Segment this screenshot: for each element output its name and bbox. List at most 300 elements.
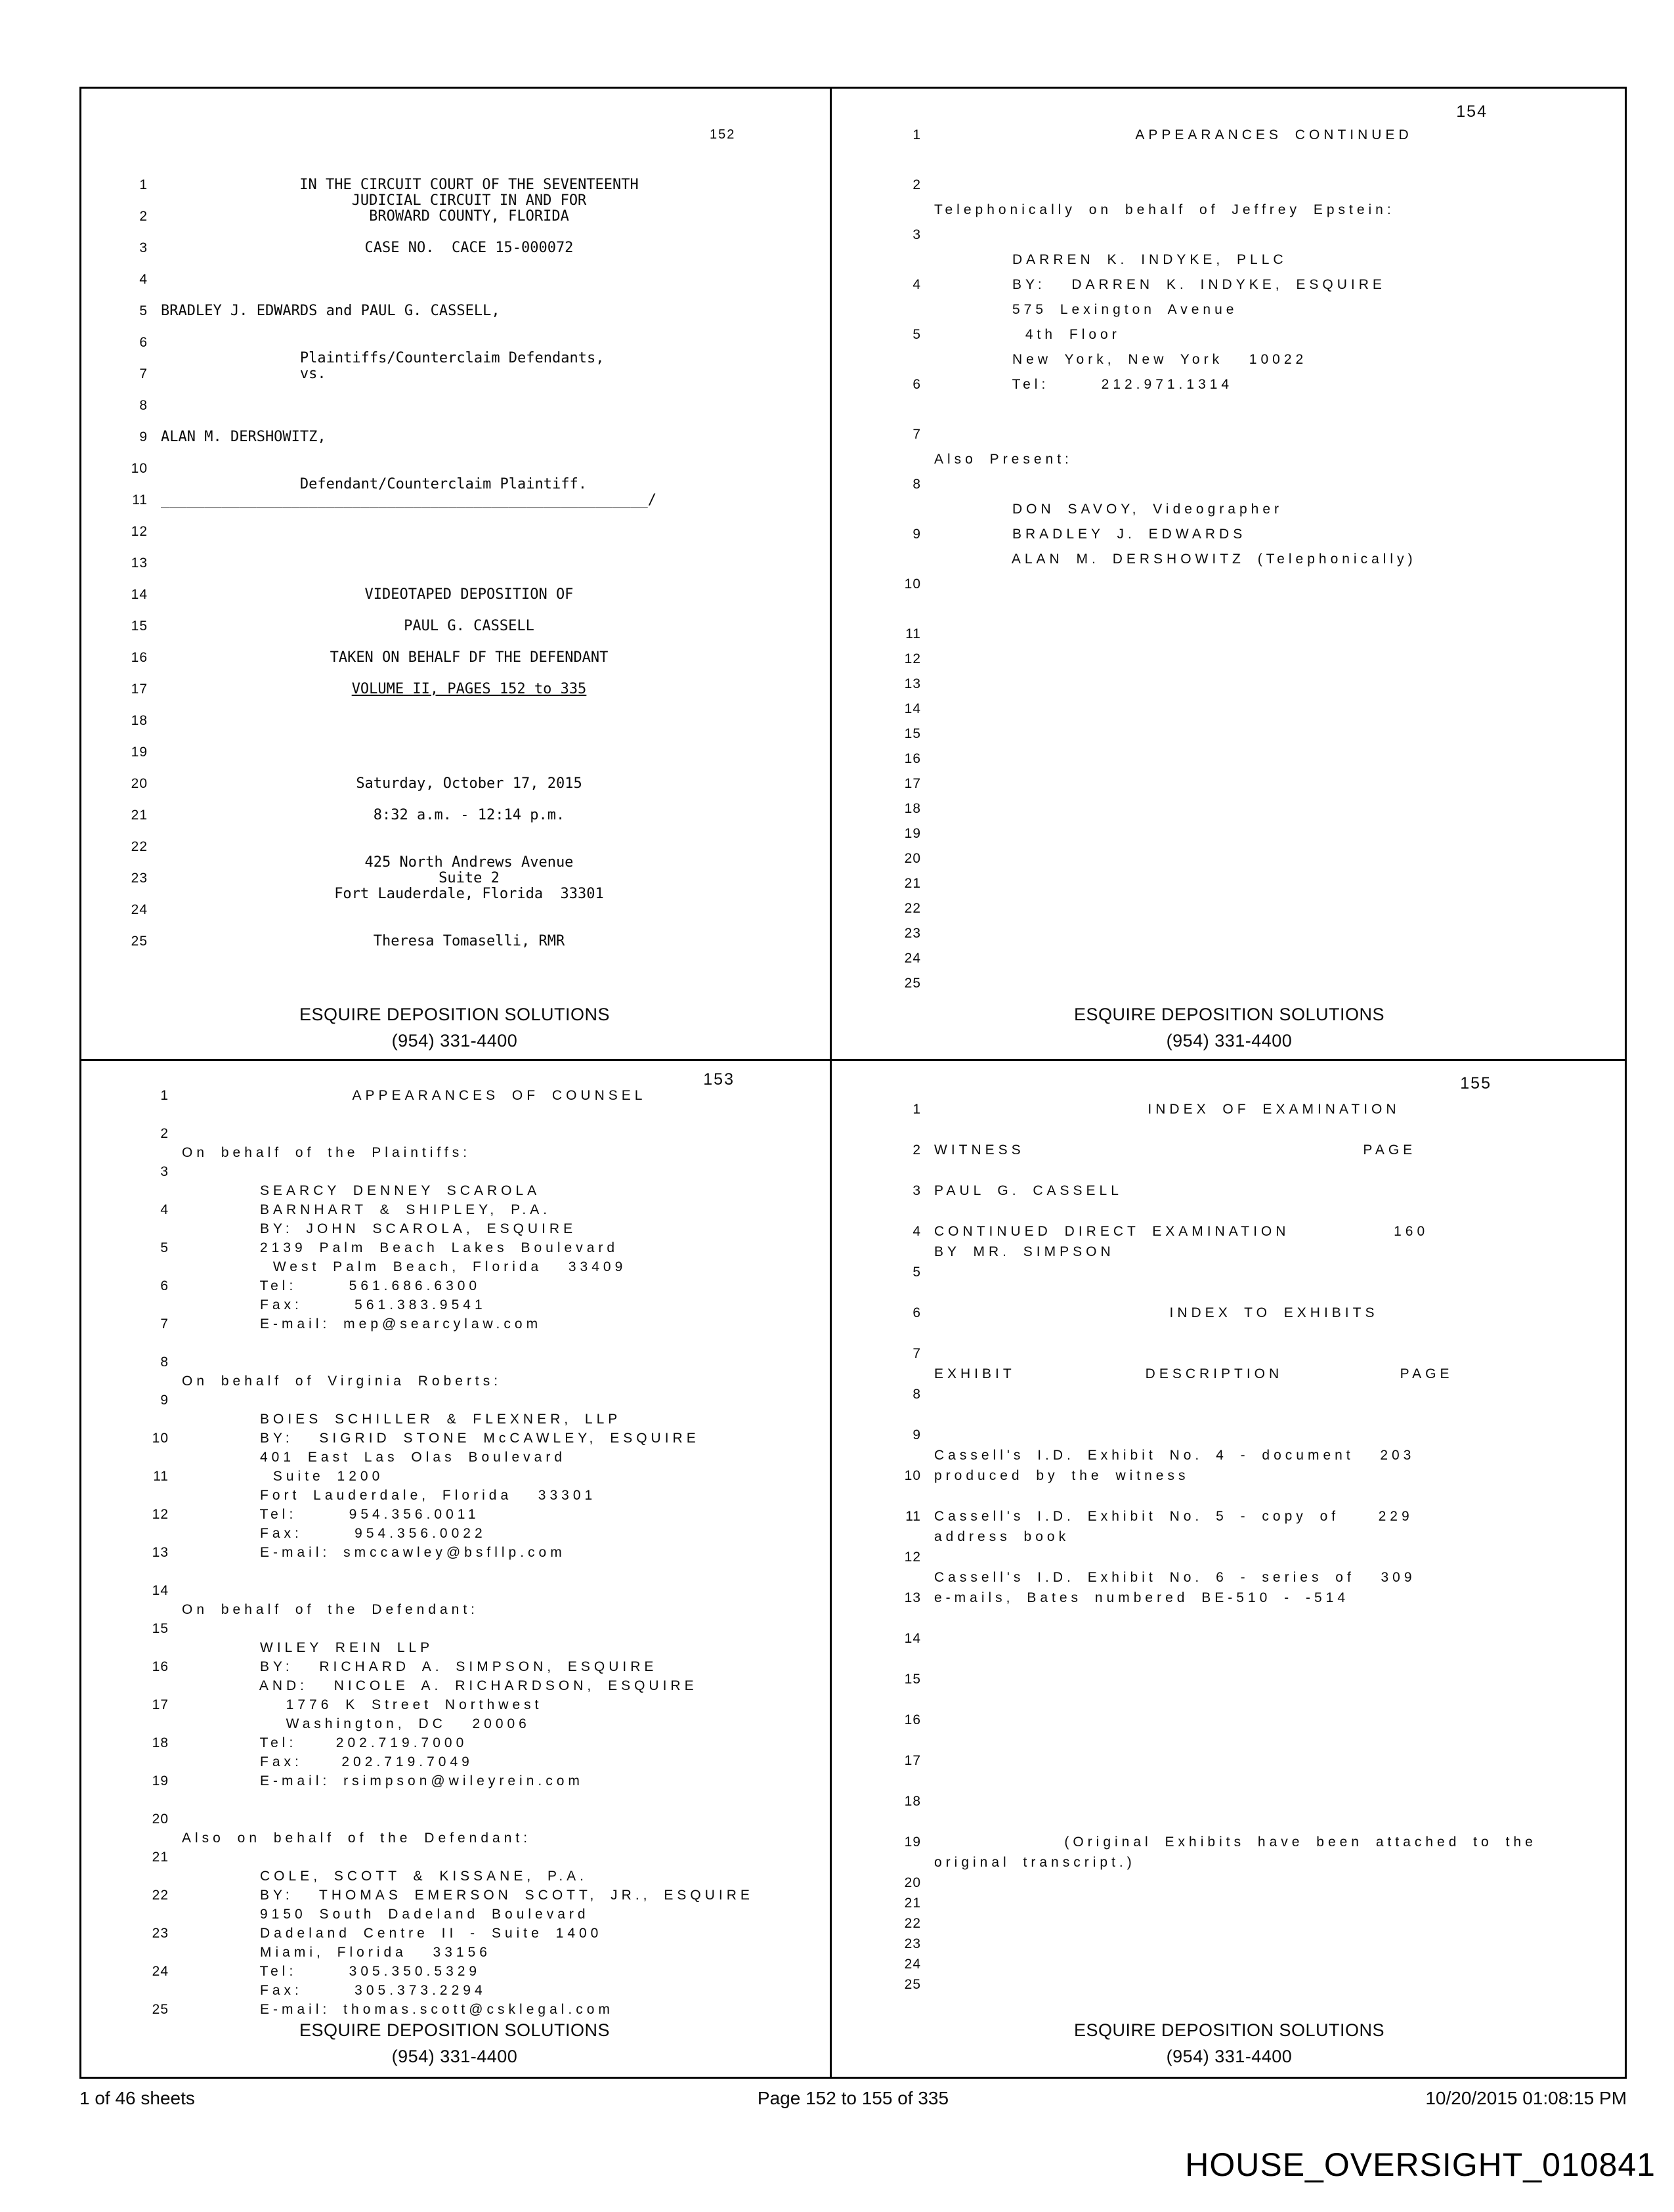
- transcript-row: [884, 1465, 1614, 1486]
- transcript-row: [132, 1752, 817, 1771]
- transcript-row: [111, 193, 777, 209]
- transcript-row: [111, 571, 777, 587]
- line-number: 10: [152, 1431, 169, 1446]
- line-text: Washington, DC 20006: [182, 1716, 530, 1731]
- line-text: COLE, SCOTT & KISSANE, P.A.: [182, 1869, 588, 1884]
- transcript-row: [111, 445, 777, 461]
- transcript-row: [132, 1467, 817, 1486]
- line-text: ALAN M. DERSHOWITZ (Telephonically): [934, 552, 1417, 567]
- transcript-row: [884, 896, 1614, 921]
- transcript-row: [132, 1219, 817, 1238]
- transcript-row: [884, 1547, 1614, 1567]
- transcript-row: [111, 729, 777, 745]
- line-number: 14: [131, 587, 148, 602]
- line-text: produced by the witness: [934, 1468, 1190, 1483]
- line-text: PAUL G. CASSELL: [404, 618, 534, 634]
- line-text: BY MR. SIMPSON: [934, 1244, 1115, 1259]
- line-text: DARREN K. INDYKE, PLLC: [934, 252, 1287, 267]
- page-number-152: 152: [710, 127, 736, 142]
- transcript-row: [132, 1543, 817, 1562]
- line-text: On behalf of Virginia Roberts:: [182, 1374, 502, 1389]
- line-text: Cassell's I.D. Exhibit No. 4 - document 203: [934, 1448, 1415, 1463]
- line-number: 21: [904, 876, 921, 891]
- line-number: 6: [160, 1278, 169, 1293]
- transcript-row: [132, 1867, 817, 1886]
- line-text: TAKEN ON BEHALF DF THE DEFENDANT: [330, 649, 609, 666]
- line-text: 401 East Las Olas Boulevard: [182, 1450, 567, 1465]
- line-number: 17: [904, 776, 921, 791]
- line-text: Saturday, October 17, 2015: [356, 775, 582, 792]
- transcript-row: [111, 776, 777, 792]
- transcript-row: [111, 414, 777, 429]
- line-text: E-mail: thomas.scott@csklegal.com: [182, 2002, 614, 2017]
- line-number: 6: [912, 377, 921, 392]
- line-number: 11: [153, 1469, 169, 1484]
- transcript-row: [884, 1730, 1614, 1750]
- transcript-row: [884, 722, 1614, 747]
- line-number: 6: [139, 335, 148, 350]
- transcript-row: [132, 2000, 817, 2019]
- transcript-row: [884, 198, 1614, 223]
- page-footer-153: [79, 2017, 830, 2070]
- transcript-row: [132, 1905, 817, 1924]
- transcript-row: [884, 1181, 1614, 1201]
- line-number: 9: [912, 527, 921, 542]
- line-number: 15: [152, 1621, 169, 1636]
- transcript-row: [884, 946, 1614, 971]
- line-text: Tel: 561.686.6300: [182, 1278, 481, 1293]
- page-footer-155: [832, 2017, 1627, 2070]
- transcript-row: [884, 1119, 1614, 1140]
- line-text: DON SAVOY, Videographer: [934, 502, 1283, 517]
- line-text: Dadeland Centre II - Suite 1400: [182, 1926, 603, 1941]
- transcript-row: [884, 272, 1614, 297]
- line-number: 21: [131, 808, 148, 823]
- line-text: (Original Exhibits have been attached to the: [934, 1834, 1537, 1850]
- transcript-row: [884, 372, 1614, 397]
- line-number: 1: [160, 1088, 169, 1103]
- line-text: JUDICIAL CIRCUIT IN AND FOR: [351, 192, 587, 209]
- transcript-row: [884, 223, 1614, 248]
- line-text: West Palm Beach, Florida 33409: [182, 1259, 627, 1274]
- line-number: 10: [131, 461, 148, 476]
- line-text: Tel: 954.356.0011: [182, 1507, 480, 1522]
- line-number: 19: [904, 1834, 921, 1850]
- line-text: Fax: 202.719.7049: [182, 1754, 473, 1769]
- line-text: 9150 South Dadeland Boulevard: [182, 1907, 590, 1922]
- line-number: 13: [904, 676, 921, 691]
- line-number: 16: [904, 1712, 921, 1727]
- transcript-row: [111, 902, 777, 918]
- transcript-row: [884, 647, 1614, 672]
- line-text: EXHIBIT DESCRIPTION PAGE: [934, 1366, 1453, 1381]
- transcript-row: [111, 855, 777, 871]
- transcript-row: [884, 447, 1614, 472]
- line-text: APPEARANCES CONTINUED: [1135, 127, 1413, 142]
- line-text: BY: SIGRID STONE McCAWLEY, ESQUIRE: [182, 1431, 700, 1446]
- line-text: 575 Lexington Avenue: [934, 302, 1238, 317]
- line-number: 5: [912, 327, 921, 342]
- transcript-row: [111, 760, 777, 776]
- line-number: 19: [152, 1773, 169, 1789]
- transcript-row: [884, 1425, 1614, 1445]
- page-154: [832, 87, 1627, 1059]
- line-text: BY: THOMAS EMERSON SCOTT, JR., ESQUIRE: [182, 1888, 754, 1903]
- transcript-row: [111, 823, 777, 839]
- transcript-row: [111, 492, 777, 508]
- transcript-body-152: [79, 177, 830, 949]
- transcript-row: [884, 1445, 1614, 1465]
- line-number: 9: [160, 1393, 169, 1408]
- line-number: 12: [904, 651, 921, 666]
- transcript-row: [132, 1124, 817, 1143]
- line-number: 21: [152, 1850, 169, 1865]
- transcript-row: [884, 1974, 1614, 1995]
- line-number: 20: [904, 851, 921, 866]
- line-text: On behalf of the Plaintiffs:: [182, 1145, 471, 1160]
- transcript-row: [132, 1314, 817, 1334]
- transcript-row: [111, 272, 777, 288]
- line-number: 1: [912, 127, 921, 142]
- line-number: 20: [152, 1811, 169, 1827]
- line-number: 7: [912, 427, 921, 442]
- transcript-row: [111, 303, 777, 319]
- transcript-row: [132, 1733, 817, 1752]
- transcript-row: [111, 398, 777, 414]
- page-152: [79, 87, 830, 1059]
- transcript-row: [132, 1962, 817, 1981]
- transcript-row: [132, 1238, 817, 1257]
- transcript-row: [111, 745, 777, 760]
- transcript-row: [884, 1954, 1614, 1974]
- transcript-row: [111, 351, 777, 366]
- transcript-row: [132, 1162, 817, 1181]
- line-number: 22: [904, 901, 921, 916]
- page-153: [79, 1061, 830, 2079]
- transcript-row: [132, 1562, 817, 1581]
- transcript-row: [132, 1829, 817, 1848]
- line-number: 15: [904, 1672, 921, 1687]
- line-number: 19: [131, 745, 148, 760]
- transcript-row: [884, 1262, 1614, 1282]
- transcript-row: [111, 713, 777, 729]
- transcript-row: [132, 1334, 817, 1353]
- transcript-row: [111, 240, 777, 256]
- transcript-row: [884, 1364, 1614, 1384]
- line-number: 22: [152, 1888, 169, 1903]
- transcript-row: [884, 1242, 1614, 1262]
- line-number: 25: [131, 934, 148, 949]
- transcript-row: [132, 1276, 817, 1295]
- line-text: INDEX OF EXAMINATION: [1148, 1102, 1400, 1117]
- transcript-row: [884, 622, 1614, 647]
- transcript-row: [884, 123, 1614, 148]
- footer-company: ESQUIRE DEPOSITION SOLUTIONS: [299, 2020, 611, 2040]
- line-number: 5: [912, 1265, 921, 1280]
- transcript-row: [132, 1581, 817, 1600]
- transcript-row: [132, 1143, 817, 1162]
- transcript-row: [111, 682, 777, 697]
- line-number: 2: [912, 177, 921, 192]
- transcript-row: [884, 1852, 1614, 1873]
- line-number: 19: [904, 826, 921, 841]
- transcript-row: [132, 1410, 817, 1429]
- transcript-row: [884, 1689, 1614, 1710]
- transcript-row: [884, 1750, 1614, 1771]
- footer-phone: (954) 331-4400: [1166, 1031, 1293, 1051]
- transcript-row: [884, 1608, 1614, 1628]
- transcript-row: [132, 1257, 817, 1276]
- line-text: BRADLEY J. EDWARDS and PAUL G. CASSELL,: [161, 303, 500, 319]
- line-text: WITNESS PAGE: [934, 1142, 1417, 1158]
- line-number: 18: [904, 1794, 921, 1809]
- line-text: Fort Lauderdale, Florida 33301: [182, 1488, 597, 1503]
- line-number: 18: [904, 801, 921, 816]
- transcript-row: [111, 792, 777, 808]
- transcript-row: [884, 871, 1614, 896]
- transcript-row: [884, 1201, 1614, 1221]
- line-number: 20: [904, 1875, 921, 1890]
- line-number: 1: [912, 1102, 921, 1117]
- transcript-row: [884, 522, 1614, 547]
- line-text: INDEX TO EXHIBITS: [1169, 1305, 1379, 1320]
- line-number: 14: [904, 1631, 921, 1646]
- transcript-row: [111, 871, 777, 886]
- line-number: 12: [131, 524, 148, 539]
- line-text: BY: DARREN K. INDYKE, ESQUIRE: [934, 277, 1386, 292]
- transcript-row: [132, 1105, 817, 1124]
- transcript-row: [111, 650, 777, 666]
- line-text: Also Present:: [934, 452, 1073, 467]
- line-text: Defendant/Counterclaim Plaintiff.: [161, 476, 588, 492]
- transcript-row: [884, 248, 1614, 272]
- transcript-row: [111, 808, 777, 823]
- line-number: 25: [904, 976, 921, 991]
- transcript-row: [132, 1448, 817, 1467]
- transcript-row: [111, 256, 777, 272]
- line-number: 22: [131, 839, 148, 854]
- page-footer-152: [79, 1001, 830, 1054]
- transcript-row: [111, 335, 777, 351]
- line-number: 7: [139, 366, 148, 381]
- transcript-row: [884, 572, 1614, 597]
- line-number: 16: [904, 751, 921, 766]
- line-number: 5: [139, 303, 148, 318]
- line-text: Tel: 305.350.5329: [182, 1964, 481, 1979]
- transcript-row: [884, 821, 1614, 846]
- line-number: 18: [152, 1735, 169, 1750]
- line-number: 24: [131, 902, 148, 917]
- transcript-row: [111, 918, 777, 934]
- line-text: Fax: 561.383.9541: [182, 1297, 486, 1312]
- transcript-row: [884, 1771, 1614, 1791]
- transcript-row: [111, 382, 777, 398]
- line-number: 4: [912, 1224, 921, 1239]
- line-text: BRADLEY J. EDWARDS: [934, 527, 1247, 542]
- transcript-row: [111, 697, 777, 713]
- transcript-row: [884, 1913, 1614, 1934]
- line-text: CONTINUED DIRECT EXAMINATION 160: [934, 1224, 1429, 1239]
- transcript-row: [111, 366, 777, 382]
- transcript-row: [884, 1669, 1614, 1689]
- line-text: e-mails, Bates numbered BE-510 - -514: [934, 1590, 1350, 1605]
- line-number: 3: [912, 227, 921, 242]
- line-text: AND: NICOLE A. RICHARDSON, ESQUIRE: [182, 1678, 698, 1693]
- sheet-footer: [79, 2088, 1627, 2109]
- transcript-row: [132, 1943, 817, 1962]
- line-number: 2: [160, 1126, 169, 1141]
- transcript-body-154: [832, 123, 1627, 996]
- line-number: 3: [160, 1164, 169, 1179]
- transcript-row: [111, 288, 777, 303]
- transcript-row: [111, 209, 777, 225]
- transcript-row: [132, 1790, 817, 1810]
- transcript-row: [884, 1628, 1614, 1649]
- line-text: Fax: 954.356.0022: [182, 1526, 486, 1541]
- page-number-154: 154: [1456, 102, 1488, 121]
- line-number: 12: [904, 1550, 921, 1565]
- line-number: 13: [904, 1590, 921, 1605]
- footer-company: ESQUIRE DEPOSITION SOLUTIONS: [299, 1005, 611, 1024]
- transcript-row: [132, 1200, 817, 1219]
- transcript-row: [884, 148, 1614, 173]
- line-text: On behalf of the Defendant:: [182, 1602, 479, 1617]
- line-number: 8: [912, 1387, 921, 1402]
- transcript-body-155: [832, 1099, 1627, 1995]
- line-number: 16: [152, 1659, 169, 1674]
- footer-company: ESQUIRE DEPOSITION SOLUTIONS: [1073, 1005, 1385, 1024]
- line-number: 4: [912, 277, 921, 292]
- transcript-row: [884, 921, 1614, 946]
- line-number: 12: [152, 1507, 169, 1522]
- line-number: 20: [131, 776, 148, 791]
- line-text: BY: RICHARD A. SIMPSON, ESQUIRE: [182, 1659, 658, 1674]
- transcript-row: [111, 225, 777, 240]
- transcript-row: [111, 634, 777, 650]
- line-text: Also on behalf of the Defendant:: [182, 1831, 532, 1846]
- transcript-row: [884, 1486, 1614, 1506]
- line-text: Cassell's I.D. Exhibit No. 6 - series of 309: [934, 1570, 1416, 1585]
- line-number: 7: [912, 1346, 921, 1361]
- line-text: Theresa Tomaselli, RMR: [373, 933, 565, 949]
- transcript-row: [132, 1600, 817, 1619]
- page-footer-154: [832, 1001, 1627, 1054]
- sheet-timestamp: 10/20/2015 01:08:15 PM: [1425, 2088, 1627, 2108]
- transcript-row: [884, 1303, 1614, 1323]
- transcript-row: [132, 1619, 817, 1638]
- line-text: E-mail: smccawley@bsfllp.com: [182, 1545, 566, 1560]
- transcript-row: [132, 1486, 817, 1505]
- line-text: E-mail: rsimpson@wileyrein.com: [182, 1773, 584, 1789]
- transcript-row: [884, 1710, 1614, 1730]
- line-number: 22: [904, 1916, 921, 1931]
- line-text: 2139 Palm Beach Lakes Boulevard: [182, 1240, 619, 1255]
- bates-stamp: HOUSE_OVERSIGHT_010841: [1185, 2146, 1656, 2183]
- transcript-row: [884, 1384, 1614, 1404]
- transcript-row: [884, 747, 1614, 771]
- line-number: 23: [152, 1926, 169, 1941]
- line-number: 11: [905, 626, 921, 641]
- transcript-body-153: [79, 1086, 830, 2019]
- line-text: VOLUME II, PAGES 152 to 335: [351, 681, 587, 697]
- transcript-row: [884, 297, 1614, 322]
- transcript-row: [884, 971, 1614, 996]
- footer-company: ESQUIRE DEPOSITION SOLUTIONS: [1073, 2020, 1385, 2040]
- line-text: BY: JOHN SCAROLA, ESQUIRE: [182, 1221, 577, 1236]
- line-text: WILEY REIN LLP: [182, 1640, 434, 1655]
- line-text: 1776 K Street Northwest: [182, 1697, 543, 1712]
- line-text: E-mail: mep@searcylaw.com: [182, 1316, 542, 1332]
- line-number: 4: [160, 1202, 169, 1217]
- page-155: [832, 1061, 1627, 2079]
- transcript-row: [111, 429, 777, 445]
- line-number: 17: [152, 1697, 169, 1712]
- line-text: 425 North Andrews Avenue: [364, 854, 574, 871]
- line-text: 4th Floor: [934, 327, 1121, 342]
- line-number: 11: [905, 1509, 921, 1524]
- line-text: BROWARD COUNTY, FLORIDA: [369, 208, 569, 225]
- line-number: 2: [912, 1142, 921, 1158]
- footer-phone: (954) 331-4400: [391, 2047, 518, 2066]
- page-number-153: 153: [703, 1070, 735, 1089]
- line-text: Tel: 202.719.7000: [182, 1735, 468, 1750]
- line-text: ALAN M. DERSHOWITZ,: [161, 429, 326, 445]
- transcript-row: [132, 1657, 817, 1676]
- line-number: 21: [904, 1896, 921, 1911]
- transcript-row: [111, 587, 777, 603]
- line-number: 3: [139, 240, 148, 255]
- transcript-row: [884, 1588, 1614, 1608]
- line-number: 10: [904, 1468, 921, 1483]
- line-number: 10: [904, 576, 921, 592]
- transcript-row: [884, 1323, 1614, 1343]
- transcript-row: [884, 697, 1614, 722]
- line-number: 14: [152, 1583, 169, 1598]
- line-text: SEARCY DENNEY SCAROLA: [182, 1183, 541, 1198]
- transcript-row: [884, 173, 1614, 198]
- line-text: APPEARANCES OF COUNSEL: [352, 1088, 647, 1103]
- line-text: PAUL G. CASSELL: [934, 1183, 1123, 1198]
- line-number: 3: [912, 1183, 921, 1198]
- line-text: Cassell's I.D. Exhibit No. 5 - copy of 229: [934, 1509, 1413, 1524]
- transcript-row: [884, 1811, 1614, 1832]
- footer-phone: (954) 331-4400: [391, 1031, 518, 1051]
- transcript-row: [132, 1848, 817, 1867]
- transcript-row: [111, 603, 777, 618]
- line-number: 17: [131, 682, 148, 697]
- transcript-row: [132, 1638, 817, 1657]
- line-number: 8: [139, 398, 148, 413]
- line-number: 25: [904, 1977, 921, 1992]
- line-number: 24: [904, 1957, 921, 1972]
- line-text: Miami, Florida 33156: [182, 1945, 491, 1960]
- line-text: ________________________________________________________/: [161, 492, 656, 508]
- transcript-row: [884, 1873, 1614, 1893]
- transcript-row: [132, 1295, 817, 1314]
- transcript-row: [884, 597, 1614, 622]
- transcript-row: [884, 1282, 1614, 1303]
- line-text: Tel: 212.971.1314: [934, 377, 1234, 392]
- transcript-row: [884, 547, 1614, 572]
- transcript-row: [111, 540, 777, 555]
- transcript-row: [884, 1893, 1614, 1913]
- transcript-row: [884, 347, 1614, 372]
- line-number: 14: [904, 701, 921, 716]
- transcript-row: [884, 1221, 1614, 1242]
- transcript-row: [132, 1391, 817, 1410]
- transcript-row: [884, 1649, 1614, 1669]
- transcript-row: [884, 1140, 1614, 1160]
